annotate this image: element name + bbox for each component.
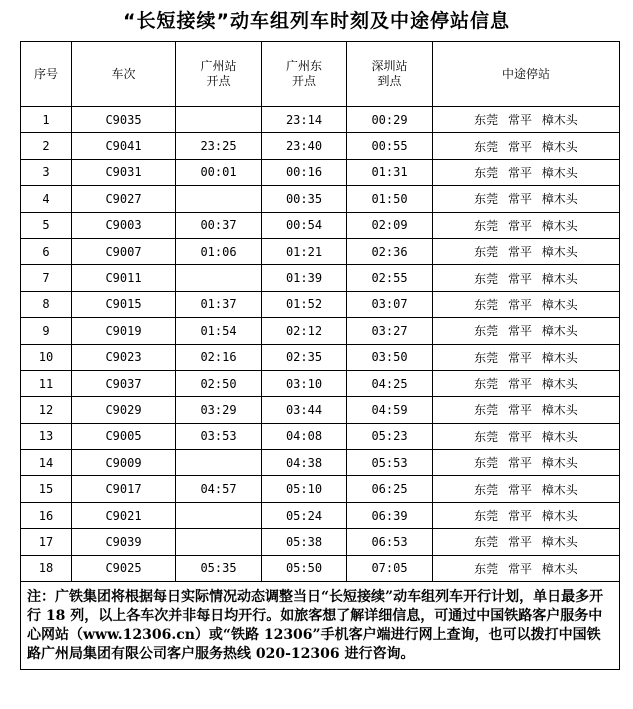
cell-intermediate-stops: 东莞 常平 樟木头 <box>433 318 620 344</box>
cell-train-number: C9009 <box>72 450 176 476</box>
cell-shenzhen-arrive: 00:29 <box>347 107 433 133</box>
cell-guangzhoudong-depart: 03:44 <box>262 397 347 423</box>
cell-guangzhoudong-depart: 04:38 <box>262 450 347 476</box>
header-train: 车次 <box>72 42 176 107</box>
cell-shenzhen-arrive: 00:55 <box>347 133 433 159</box>
cell-intermediate-stops: 东莞 常平 樟木头 <box>433 265 620 291</box>
table-row <box>21 291 620 317</box>
cell-guangzhou-depart: 04:57 <box>176 476 262 502</box>
cell-seq: 6 <box>21 238 72 264</box>
cell-intermediate-stops: 东莞 常平 樟木头 <box>433 133 620 159</box>
page-title: “长短接续”动车组列车时刻及中途停站信息 <box>123 10 510 32</box>
cell-shenzhen-arrive: 02:36 <box>347 238 433 264</box>
cell-shenzhen-arrive: 04:25 <box>347 370 433 396</box>
cell-guangzhou-depart: 02:50 <box>176 370 262 396</box>
header-row <box>21 42 620 107</box>
cell-shenzhen-arrive: 04:59 <box>347 397 433 423</box>
cell-guangzhoudong-depart: 05:10 <box>262 476 347 502</box>
cell-seq: 12 <box>21 397 72 423</box>
cell-train-number: C9037 <box>72 370 176 396</box>
cell-shenzhen-arrive: 03:07 <box>347 291 433 317</box>
cell-guangzhoudong-depart: 00:54 <box>262 212 347 238</box>
cell-seq: 18 <box>21 555 72 581</box>
table-row <box>21 370 620 396</box>
cell-guangzhou-depart: 01:06 <box>176 238 262 264</box>
cell-guangzhoudong-depart: 00:35 <box>262 186 347 212</box>
table-row <box>21 186 620 212</box>
header-shenzhen-arrive <box>347 42 433 107</box>
cell-shenzhen-arrive: 02:55 <box>347 265 433 291</box>
cell-seq: 9 <box>21 318 72 344</box>
cell-train-number: C9015 <box>72 291 176 317</box>
cell-train-number: C9019 <box>72 318 176 344</box>
cell-guangzhou-depart: 00:01 <box>176 159 262 185</box>
cell-train-number: C9031 <box>72 159 176 185</box>
cell-guangzhou-depart <box>176 450 262 476</box>
cell-guangzhoudong-depart: 23:40 <box>262 133 347 159</box>
header-seq: 序号 <box>21 42 72 107</box>
cell-intermediate-stops: 东莞 常平 樟木头 <box>433 529 620 555</box>
table-row <box>21 265 620 291</box>
cell-guangzhoudong-depart: 01:52 <box>262 291 347 317</box>
cell-train-number: C9023 <box>72 344 176 370</box>
footnote: 注：广铁集团将根据每日实际情况动态调整当日“长短接续”动车组列车开行计划，单日最多开行 18 列，以上各车次并非每日均开行。如旅客想了解详细信息，可通过中国铁路客户服务中心网站（www.12306.cn）或“铁路 12306”手机客户端进行网上查询，也可以拨打中国铁路广州局集团有限公司客户服务热线 020-12306 进行咨询。 <box>21 582 620 670</box>
cell-seq: 5 <box>21 212 72 238</box>
cell-seq: 3 <box>21 159 72 185</box>
cell-shenzhen-arrive: 05:53 <box>347 450 433 476</box>
cell-intermediate-stops: 东莞 常平 樟木头 <box>433 423 620 449</box>
table-row <box>21 450 620 476</box>
cell-seq: 13 <box>21 423 72 449</box>
cell-train-number: C9029 <box>72 397 176 423</box>
cell-guangzhou-depart <box>176 186 262 212</box>
cell-intermediate-stops: 东莞 常平 樟木头 <box>433 238 620 264</box>
cell-seq: 16 <box>21 502 72 528</box>
table-row <box>21 133 620 159</box>
cell-guangzhoudong-depart: 04:08 <box>262 423 347 449</box>
cell-shenzhen-arrive: 06:39 <box>347 502 433 528</box>
header-intermediate-stops: 中途停站 <box>433 42 620 107</box>
header-shenzhen-arrive-line1: 深圳站 <box>371 59 408 73</box>
table-row <box>21 318 620 344</box>
cell-train-number: C9041 <box>72 133 176 159</box>
cell-guangzhoudong-depart: 05:38 <box>262 529 347 555</box>
cell-guangzhou-depart: 05:35 <box>176 555 262 581</box>
header-guangzhou-depart <box>176 42 262 107</box>
cell-train-number: C9039 <box>72 529 176 555</box>
cell-train-number: C9027 <box>72 186 176 212</box>
cell-seq: 2 <box>21 133 72 159</box>
cell-intermediate-stops: 东莞 常平 樟木头 <box>433 344 620 370</box>
cell-train-number: C9025 <box>72 555 176 581</box>
cell-guangzhou-depart: 00:37 <box>176 212 262 238</box>
cell-guangzhoudong-depart: 01:21 <box>262 238 347 264</box>
cell-guangzhoudong-depart: 02:35 <box>262 344 347 370</box>
cell-guangzhou-depart <box>176 502 262 528</box>
cell-intermediate-stops: 东莞 常平 樟木头 <box>433 212 620 238</box>
cell-intermediate-stops: 东莞 常平 樟木头 <box>433 397 620 423</box>
cell-intermediate-stops: 东莞 常平 樟木头 <box>433 186 620 212</box>
cell-train-number: C9005 <box>72 423 176 449</box>
cell-shenzhen-arrive: 06:25 <box>347 476 433 502</box>
cell-train-number: C9003 <box>72 212 176 238</box>
cell-train-number: C9017 <box>72 476 176 502</box>
cell-guangzhoudong-depart: 01:39 <box>262 265 347 291</box>
header-guangzhoudong-depart <box>262 42 347 107</box>
table-row <box>21 107 620 133</box>
cell-shenzhen-arrive: 03:27 <box>347 318 433 344</box>
header-guangzhou-depart-line2: 开点 <box>206 74 231 88</box>
cell-train-number: C9007 <box>72 238 176 264</box>
cell-seq: 17 <box>21 529 72 555</box>
cell-intermediate-stops: 东莞 常平 樟木头 <box>433 450 620 476</box>
table-row <box>21 476 620 502</box>
cell-seq: 4 <box>21 186 72 212</box>
table-row <box>21 212 620 238</box>
cell-guangzhou-depart <box>176 265 262 291</box>
timetable <box>20 41 620 670</box>
cell-guangzhoudong-depart: 03:10 <box>262 370 347 396</box>
table-row <box>21 555 620 581</box>
cell-seq: 14 <box>21 450 72 476</box>
table-row <box>21 159 620 185</box>
cell-guangzhou-depart: 01:37 <box>176 291 262 317</box>
cell-guangzhou-depart: 03:53 <box>176 423 262 449</box>
cell-intermediate-stops: 东莞 常平 樟木头 <box>433 555 620 581</box>
cell-shenzhen-arrive: 07:05 <box>347 555 433 581</box>
cell-shenzhen-arrive: 02:09 <box>347 212 433 238</box>
cell-seq: 8 <box>21 291 72 317</box>
cell-guangzhoudong-depart: 00:16 <box>262 159 347 185</box>
cell-train-number: C9011 <box>72 265 176 291</box>
table-row <box>21 397 620 423</box>
header-guangzhou-depart-line1: 广州站 <box>200 59 237 73</box>
cell-guangzhou-depart <box>176 529 262 555</box>
cell-shenzhen-arrive: 05:23 <box>347 423 433 449</box>
header-guangzhoudong-depart-line1: 广州东 <box>285 59 322 73</box>
cell-shenzhen-arrive: 01:50 <box>347 186 433 212</box>
header-shenzhen-arrive-line2: 到点 <box>377 74 402 88</box>
cell-intermediate-stops: 东莞 常平 樟木头 <box>433 107 620 133</box>
cell-shenzhen-arrive: 01:31 <box>347 159 433 185</box>
cell-seq: 11 <box>21 370 72 396</box>
table-row <box>21 238 620 264</box>
cell-shenzhen-arrive: 03:50 <box>347 344 433 370</box>
cell-intermediate-stops: 东莞 常平 樟木头 <box>433 159 620 185</box>
cell-intermediate-stops: 东莞 常平 樟木头 <box>433 476 620 502</box>
cell-guangzhoudong-depart: 23:14 <box>262 107 347 133</box>
cell-seq: 7 <box>21 265 72 291</box>
cell-guangzhou-depart <box>176 107 262 133</box>
cell-train-number: C9035 <box>72 107 176 133</box>
cell-guangzhoudong-depart: 05:50 <box>262 555 347 581</box>
cell-guangzhou-depart: 23:25 <box>176 133 262 159</box>
cell-shenzhen-arrive: 06:53 <box>347 529 433 555</box>
cell-intermediate-stops: 东莞 常平 樟木头 <box>433 370 620 396</box>
table-row <box>21 344 620 370</box>
cell-seq: 10 <box>21 344 72 370</box>
cell-guangzhoudong-depart: 02:12 <box>262 318 347 344</box>
cell-seq: 1 <box>21 107 72 133</box>
note-row <box>21 582 620 670</box>
table-row <box>21 502 620 528</box>
cell-intermediate-stops: 东莞 常平 樟木头 <box>433 502 620 528</box>
header-guangzhoudong-depart-line2: 开点 <box>291 74 316 88</box>
cell-train-number: C9021 <box>72 502 176 528</box>
cell-guangzhou-depart: 01:54 <box>176 318 262 344</box>
table-row <box>21 423 620 449</box>
table-row <box>21 529 620 555</box>
cell-intermediate-stops: 东莞 常平 樟木头 <box>433 291 620 317</box>
cell-guangzhou-depart: 03:29 <box>176 397 262 423</box>
cell-guangzhoudong-depart: 05:24 <box>262 502 347 528</box>
cell-seq: 15 <box>21 476 72 502</box>
cell-guangzhou-depart: 02:16 <box>176 344 262 370</box>
